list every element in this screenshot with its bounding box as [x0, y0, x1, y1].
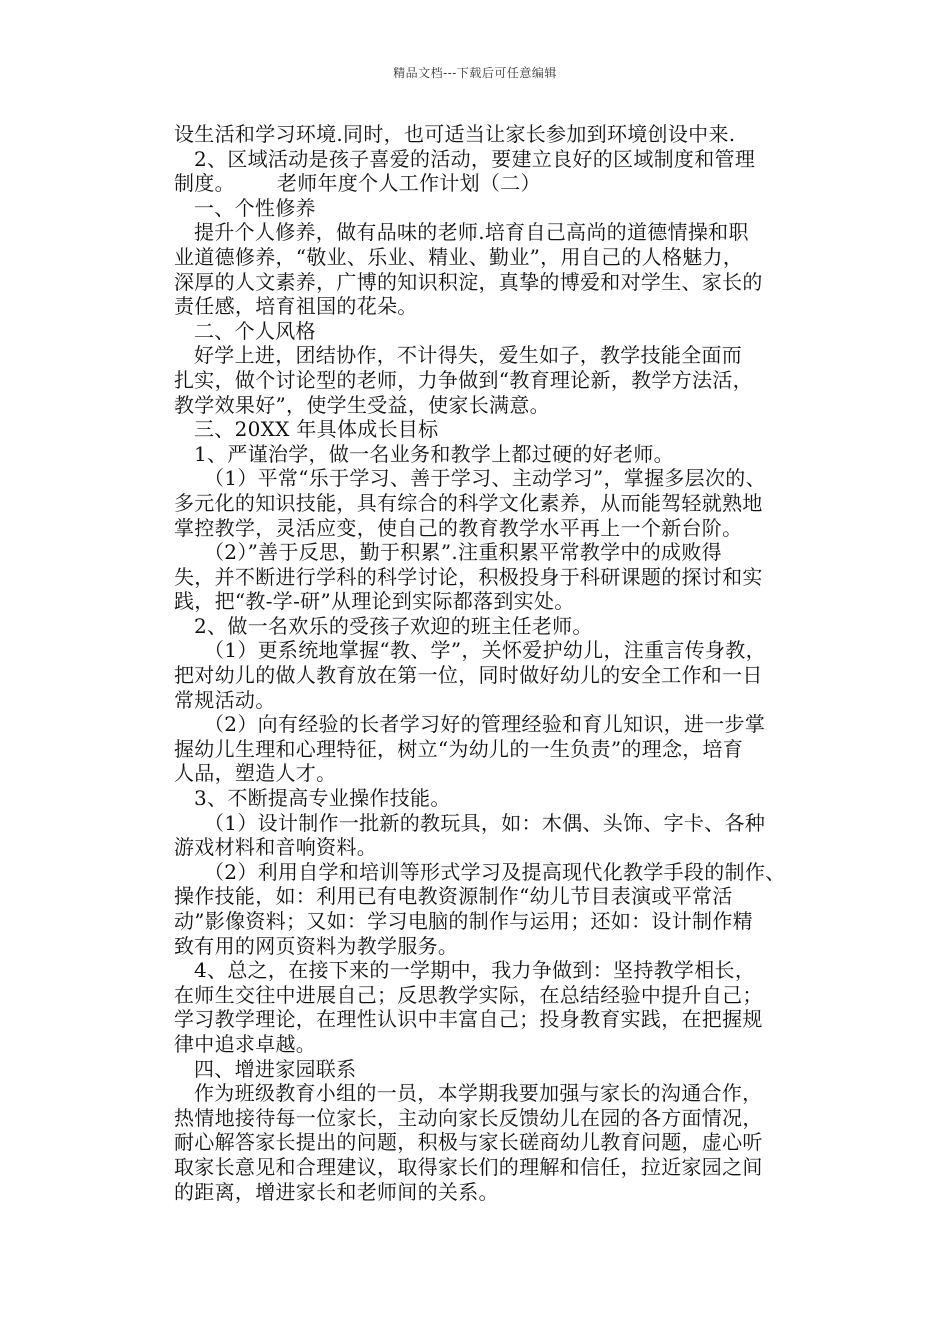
paragraph-line: 教学效果好”，使学生受益，使家长满意。 — [174, 392, 550, 417]
section-title: 老师年度个人工作计划（二） — [276, 171, 541, 196]
paragraph-line: 失，并不断进行学科的科学讨论，积极投身于科研课题的探讨和实 — [174, 564, 763, 589]
paragraph-line: 耐心解答家长提出的问题，积极与家长磋商幼儿教育问题，虚心听 — [174, 1130, 763, 1155]
section-heading: 二、个人风格 — [194, 318, 316, 343]
paragraph-text: 制度。 — [174, 171, 235, 196]
page-header: 精品文档---下载后可任意编辑 — [393, 66, 557, 80]
paragraph-line: 学习教学理论，在理性认识中丰富自己；投身教育实践，在把握规 — [174, 1007, 763, 1032]
paragraph-line: （2）”善于反思，勤于积累”.注重积累平常教学中的成败得 — [204, 540, 722, 565]
paragraph-line: 掌控教学，灵活应变，使自己的教育教学水平再上一个新台阶。 — [174, 515, 743, 540]
paragraph-line: 握幼儿生理和心理特征，树立“为幼儿的一生负责”的理念，培育 — [174, 736, 744, 761]
paragraph-line — [174, 147, 814, 172]
paragraph-line: 深厚的人文素养，广博的知识积淀，真挚的博爱和对学生、家长的 — [174, 269, 763, 294]
paragraph-line: （1）更系统地掌握“教、学”，关怀爱护幼儿，注重言传身教， — [204, 638, 766, 663]
document-body — [174, 122, 814, 1204]
paragraph-line: 在师生交往中进展自己；反思教学实际，在总结经验中提升自己； — [174, 982, 763, 1007]
paragraph-line: 1、严谨治学，做一名业务和教学上都过硬的好老师。 — [194, 441, 674, 466]
paragraph-line: 4、总之，在接下来的一学期中，我力争做到：坚持教学相长， — [194, 958, 756, 983]
paragraph-line: 多元化的知识技能，具有综合的科学文化素养，从而能驾轻就熟地 — [174, 490, 763, 515]
paragraph-line: 3、不断提高专业操作技能。 — [194, 786, 451, 811]
paragraph-line: 践，把“教-学-研”从理论到实际都落到实处。 — [174, 589, 575, 614]
paragraph-line: 游戏材料和音响资料。 — [174, 835, 377, 860]
paragraph-line: （1）设计制作一批新的教玩具，如：木偶、头饰、字卡、各种 — [204, 810, 766, 835]
paragraph-line: 的距离，增进家长和老师间的关系。 — [174, 1179, 499, 1204]
paragraph-line: （2）向有经验的长者学习好的管理经验和育儿知识，进一步掌 — [204, 712, 766, 737]
paragraph-line: 设生活和学习环境.同时，也可适当让家长参加到环境创设中来. — [174, 122, 736, 146]
paragraph-line: 常规活动。 — [174, 687, 276, 712]
paragraph-line: （1）平常“乐于学习、善于学习、主动学习”，掌握多层次的、 — [204, 466, 766, 491]
paragraph-text: 2、区域活动是孩子喜爱的活动，要建立良好的区域制度和管理 — [194, 146, 756, 171]
paragraph-line: （2）利用自学和培训等形式学习及提高现代化教学手段的制作、 — [204, 859, 786, 884]
paragraph-line: 扎实，做个讨论型的老师，力争做到“教育理论新，教学方法活， — [174, 367, 753, 392]
section-heading: 一、个性修养 — [194, 195, 316, 220]
paragraph-line: 律中追求卓越。 — [174, 1031, 317, 1056]
paragraph-line: 好学上进，团结协作，不计得失，爱生如子，教学技能全面而 — [194, 343, 743, 368]
paragraph-line: 人品，塑造人才。 — [174, 761, 337, 786]
paragraph-line: 作为班级教育小组的一员，本学期我要加强与家长的沟通合作， — [194, 1081, 763, 1106]
paragraph-line: 热情地接待每一位家长，主动向家长反馈幼儿在园的各方面情况， — [174, 1105, 763, 1130]
paragraph-line: 操作技能，如：利用已有电教资源制作“幼儿节目表演或平常活 — [174, 884, 733, 909]
paragraph-line: 责任感，培育祖国的花朵。 — [174, 294, 418, 319]
paragraph-line: 致有用的网页资料为教学服务。 — [174, 933, 459, 958]
paragraph-line: 取家长意见和合理建议，取得家长们的理解和信任，拉近家园之间 — [174, 1154, 763, 1179]
paragraph-line: 把对幼儿的做人教育放在第一位，同时做好幼儿的安全工作和一日 — [174, 663, 763, 688]
paragraph-line: 2、做一名欢乐的受孩子欢迎的班主任老师。 — [194, 613, 593, 638]
paragraph-line — [174, 171, 814, 196]
section-heading: 四、增进家园联系 — [194, 1056, 357, 1081]
paragraph-line: 动”影像资料；又如：学习电脑的制作与运用；还如：设计制作精 — [174, 909, 753, 933]
section-heading: 三、20XX 年具体成长目标 — [194, 417, 439, 442]
paragraph-line: 业道德修养，“敬业、乐业、精业、勤业”，用自己的人格魅力， — [174, 244, 744, 269]
paragraph-line: 提升个人修养，做有品味的老师.培育自己高尚的道德情操和职 — [194, 220, 749, 245]
